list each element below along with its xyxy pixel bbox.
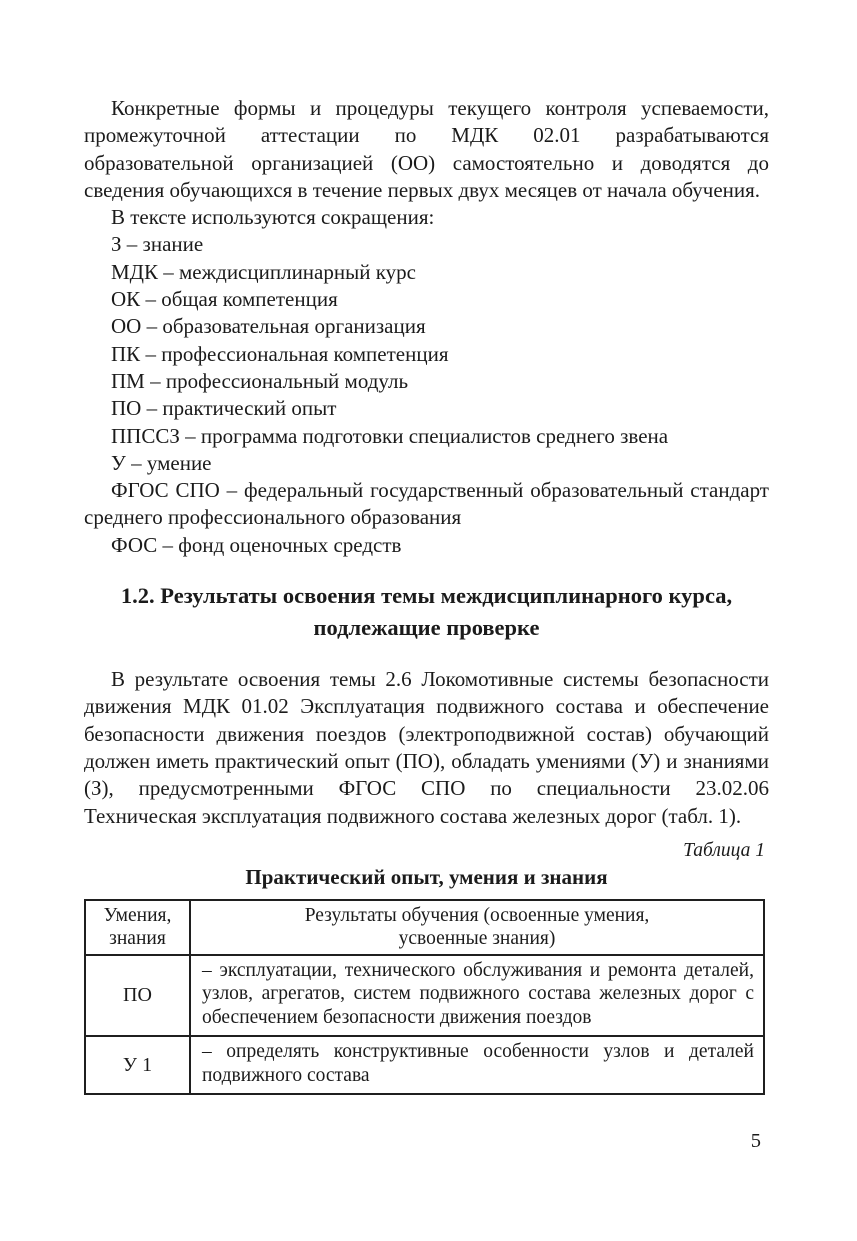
abbreviation-item <box>84 286 769 313</box>
intro-paragraph: Конкретные формы и процедуры текущего контроля успеваемости, промежуточной аттестации по МДК 02.01 разрабатываются образовательной организацией (ОО) самостоятельно и доводятся до сведения обучающихся в течение первых двух месяцев от начала обучения. <box>84 96 769 202</box>
abbreviation-code: ПК <box>111 341 141 366</box>
abbreviation-item <box>84 423 769 450</box>
abbreviation-item <box>84 341 769 368</box>
abbreviation-item <box>84 395 769 422</box>
abbreviation-meaning: умение <box>146 450 212 475</box>
table-caption: Таблица 1 <box>683 839 765 861</box>
dash-separator: – <box>131 450 142 475</box>
abbreviation-code: У <box>111 450 126 475</box>
abbreviation-code: ОО <box>111 314 142 339</box>
abbreviation-meaning: междисциплинарный курс <box>179 259 416 284</box>
section-heading: 1.2. Результаты освоения темы междисциплинарного курса, подлежащие проверке <box>120 583 733 641</box>
row-description: – эксплуатации, технического обслуживания и ремонта деталей, узлов, агрегатов, систем подвижного состава железных дорог с обеспечением безопасности движения поездов <box>190 955 764 1037</box>
abbreviation-item <box>84 477 769 532</box>
abbreviation-meaning: фонд оценочных средств <box>178 532 402 557</box>
abbreviation-meaning: профессиональный модуль <box>165 368 409 393</box>
dash-separator: – <box>145 341 156 366</box>
abbreviation-item <box>84 532 769 559</box>
abbreviation-item <box>84 231 769 258</box>
results-table <box>84 899 765 1096</box>
abbreviation-item <box>84 259 769 286</box>
dash-separator: – <box>162 532 174 557</box>
abbreviation-code: ФОС <box>111 532 158 557</box>
column-header-results <box>190 900 764 955</box>
dash-separator: – <box>126 232 138 257</box>
table-row <box>85 955 764 1037</box>
abbreviation-code: ПО <box>111 396 142 421</box>
abbreviation-code: З <box>111 232 122 257</box>
dash-separator: – <box>163 259 174 284</box>
dash-separator: – <box>145 287 156 312</box>
abbreviation-meaning: образовательная организация <box>162 314 426 339</box>
abbreviation-code: ОК <box>111 287 141 312</box>
dash-separator: – <box>146 396 158 421</box>
abbreviation-item <box>84 368 769 395</box>
dash-separator: – <box>150 368 161 393</box>
table-title: Практический опыт, умения и знания <box>245 864 608 889</box>
body-paragraph: В результате освоения темы 2.6 Локомотивные системы безопасности движения МДК 01.02 Эксплуатация подвижного состава и обеспечение безопасности движения поездов (электроподвижной состав) обучающий должен иметь практический опыт (ПО), обладать умениями (У) и знаниями (З), предусмотренными ФГОС СПО по специальности 23.02.06 Техническая эксплуатация подвижного состава железных дорог (табл. 1). <box>84 667 769 828</box>
dash-separator: – <box>185 423 196 448</box>
abbreviation-item <box>84 450 769 477</box>
column-header-results-text: Результаты обучения (освоенные умения, усвоенные знания) <box>304 904 650 950</box>
abbreviation-meaning: профессиональная компетенция <box>161 341 449 366</box>
table-header-row <box>85 900 764 955</box>
abbreviation-code: ФГОС СПО <box>111 478 220 503</box>
abbreviation-meaning: практический опыт <box>162 396 337 421</box>
page-content <box>84 95 769 1095</box>
abbreviation-code: ППССЗ <box>111 423 180 448</box>
dash-separator: – <box>146 314 158 339</box>
row-description: – определять конструктивные особенности узлов и деталей подвижного состава <box>190 1036 764 1094</box>
abbreviations-intro: В тексте используются сокращения: <box>111 205 435 230</box>
abbreviation-code: МДК <box>111 259 159 284</box>
abbreviation-meaning: знание <box>142 232 204 257</box>
abbreviation-meaning: программа подготовки специалистов среднего звена <box>200 423 669 448</box>
dash-separator: – <box>226 478 238 503</box>
table-row <box>85 1036 764 1094</box>
abbreviation-code: ПМ <box>111 368 145 393</box>
abbreviation-meaning: федеральный государственный образовательный стандарт среднего профессионального образования <box>84 478 769 530</box>
abbreviation-meaning: общая компетенция <box>161 287 338 312</box>
row-code: ПО <box>85 955 190 1037</box>
abbreviation-item <box>84 313 769 340</box>
page-number: 5 <box>750 1130 761 1152</box>
column-header-skills: Умения, знания <box>85 900 190 955</box>
row-code: У 1 <box>85 1036 190 1094</box>
